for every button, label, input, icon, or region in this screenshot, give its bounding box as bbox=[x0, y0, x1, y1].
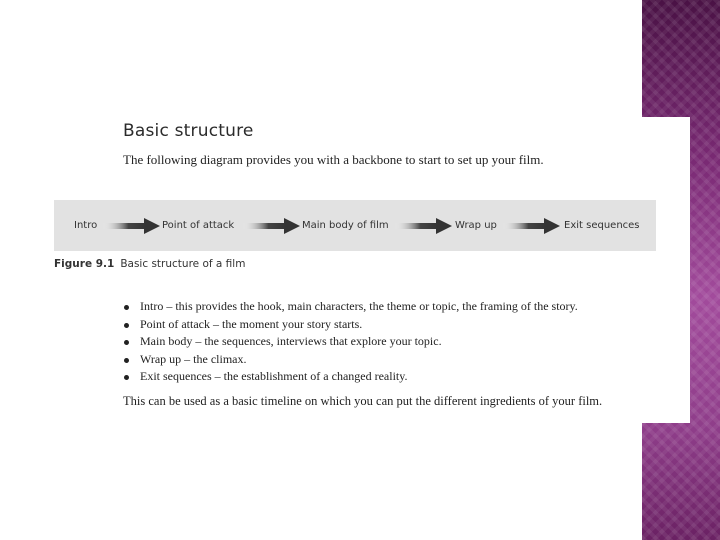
list-item-text: Wrap up – the climax. bbox=[140, 351, 247, 366]
list-item bbox=[123, 298, 578, 316]
list-item bbox=[123, 368, 578, 386]
list-item bbox=[123, 316, 578, 334]
diagram-step-wrap-up: Wrap up bbox=[455, 220, 497, 231]
arrow-right-icon bbox=[102, 216, 160, 236]
list-item bbox=[123, 333, 578, 351]
arrow-right-icon bbox=[394, 216, 452, 236]
bullet-icon bbox=[124, 323, 129, 328]
bullet-icon bbox=[124, 358, 129, 363]
arrow-right-icon bbox=[242, 216, 300, 236]
figure-caption bbox=[54, 258, 245, 270]
list-item-text: Main body – the sequences, interviews that explore your topic. bbox=[140, 334, 442, 349]
figure-label: Figure 9.1 bbox=[54, 258, 115, 270]
bullet-icon bbox=[124, 340, 129, 345]
list-item-text: Point of attack – the moment your story starts. bbox=[140, 316, 363, 331]
list-item bbox=[123, 351, 578, 369]
list-item-text: Intro – this provides the hook, main characters, the theme or topic, the framing of the story. bbox=[140, 299, 578, 313]
intro-paragraph: The following diagram provides you with a backbone to start to set up your film. bbox=[123, 152, 544, 167]
arrow-right-icon bbox=[502, 216, 560, 236]
structure-diagram bbox=[54, 200, 656, 251]
section-heading: Basic structure bbox=[123, 121, 254, 141]
diagram-step-exit-sequences: Exit sequences bbox=[564, 220, 640, 231]
closing-paragraph: This can be used as a basic timeline on which you can put the different ingredients of your film. bbox=[123, 394, 603, 408]
bullet-list bbox=[123, 298, 578, 386]
bullet-icon bbox=[124, 305, 129, 310]
figure-caption-text: Basic structure of a film bbox=[120, 258, 246, 270]
diagram-step-main-body: Main body of film bbox=[302, 220, 389, 231]
list-item-text: Exit sequences – the establishment of a changed reality. bbox=[140, 369, 408, 384]
bullet-icon bbox=[124, 375, 129, 380]
diagram-step-point-of-attack: Point of attack bbox=[162, 220, 235, 231]
diagram-step-intro: Intro bbox=[74, 220, 98, 231]
